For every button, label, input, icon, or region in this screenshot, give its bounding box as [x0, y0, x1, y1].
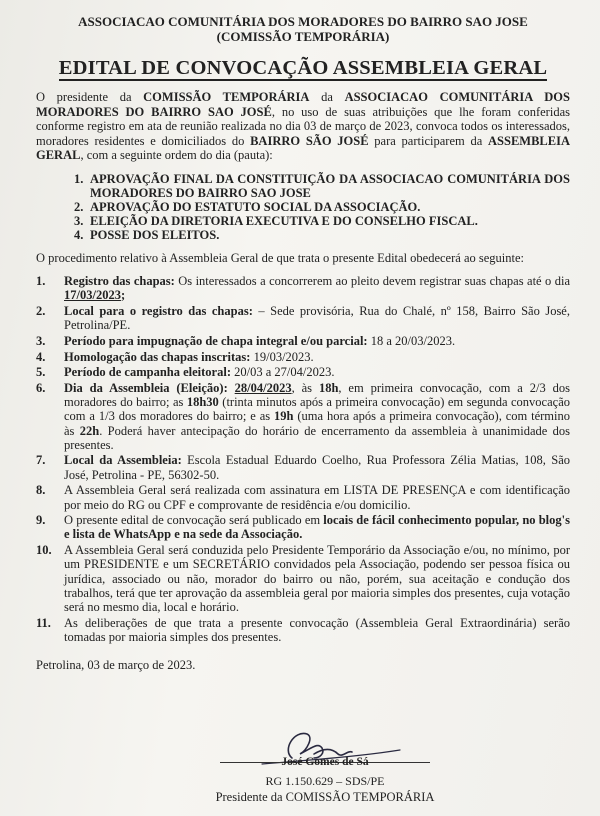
agenda-item: 3. ELEIÇÃO DA DIRETORIA EXECUTIVA E DO CONSELHO FISCAL.	[74, 213, 478, 228]
signatory-role: Presidente da COMISSÃO TEMPORÁRIA	[215, 790, 435, 804]
header-subtitle: (COMISSÃO TEMPORÁRIA)	[216, 29, 390, 44]
agenda-item: 2. APROVAÇÃO DO ESTATUTO SOCIAL DA ASSOCIAÇÃO.	[74, 199, 421, 214]
procedure-item-11: 11. As deliberações de que trata a presente convocação (Assembleia Geral Extraordinária) serão tomadas por maioria simples dos presentes.	[36, 615, 570, 644]
procedure-item-7: 7. Local da Assembleia: Escola Estadual Eduardo Coelho, Rua Professora Zélia Matias, 108, São José, Petrolina - PE, 56302-50.	[36, 453, 570, 482]
procedure-item-8: 8. A Assembleia Geral será realizada com assinatura em LISTA DE PRESENÇA e com identificação por meio do RG ou CPF e comprovante de residência e/ou domicilio.	[36, 483, 570, 512]
procedure-item-2: 2. Local para o registro das chapas: – Sede provisória, Rua do Chalé, nº 158, Bairro São José, Petrolina/PE.	[36, 303, 570, 333]
document-title: EDITAL DE CONVOCAÇÃO ASSEMBLEIA GERAL	[58, 57, 548, 79]
signatory-id: RG 1.150.629 – SDS/PE	[265, 774, 385, 788]
procedure-item-3: 3. Período para impugnação de chapa integral e/ou parcial: 18 a 20/03/2023.	[36, 333, 456, 348]
place-date: Petrolina, 03 de março de 2023.	[36, 658, 196, 673]
procedure-item-6: 6. Dia da Assembleia (Eleição): 28/04/2023, às 18h, em primeira convocação, com a 2/3 dos moradores do bairro; as 18h30 (trinta minutos após a primeira convocação) em segunda convocação com a 1/3 dos moradores do bairro; e as 19h (uma hora após a primeira convocação), com término às 22h. Poderá haver antecipação do horário de encerramento da assembleia à unanimidade dos presentes.	[36, 380, 571, 452]
procedure-item-5: 5. Período de campanha eleitoral: 20/03 a 27/04/2023.	[36, 365, 335, 380]
procedure-item-9: 9. O presente edital de convocação será publicado em locais de fácil conhecimento popular, no blog's e lista de WhatsApp e na sede da Associação.	[36, 513, 570, 542]
procedure-item-10: 10. A Assembleia Geral será conduzida pelo Presidente Temporário da Associação e/ou, no mínimo, por um PRESIDENTE e um SECRETÁRIO convidados pela Associação, podendo ser pessoa física ou jurídica, associado ou não, morador do bairro ou não, porém, sua aceitação e condução dos trabalhos, terá que ter aprovação da assembleia geral por maioria simples dos presentes, cuja votação será no mesmo dia, local e horário.	[36, 543, 570, 614]
procedure-intro: O procedimento relativo à Assembleia Geral de que trata o presente Edital obedecerá ao seguinte:	[36, 250, 524, 265]
intro-paragraph: O presidente da COMISSÃO TEMPORÁRIA da ASSOCIACAO COMUNITÁRIA DOS MORADORES DO BAIRRO SAO JOSÉ, no uso de suas atribuições que lhe foram conferidas conforme registro em ata de reunião realizada no dia 03 de março de 2023, convoca todos os interessados, moradores residentes e domiciliados do BAIRRO SÃO JOSÉ para participarem da ASSEMBLEIA GERAL, com a seguinte ordem do dia (pauta):	[36, 90, 570, 162]
procedure-item-4: 4. Homologação das chapas inscritas: 19/03/2023.	[36, 349, 314, 364]
document-header	[36, 14, 570, 44]
signatory-name: José Gomes de Sá	[281, 756, 369, 768]
procedure-item-1: 1. Registro das chapas: Os interessados a concorrerem ao pleito devem registrar suas chapas até o dia 17/03/2023;	[36, 274, 570, 303]
header-org-name: ASSOCIACAO COMUNITÁRIA DOS MORADORES DO BAIRRO SAO JOSE	[78, 14, 528, 29]
agenda-item: 1. APROVAÇÃO FINAL DA CONSTITUIÇÃO DA ASSOCIACAO COMUNITÁRIA DOS MORADORES DO BAIRRO SAO JOSE	[74, 171, 570, 200]
agenda-item: 4. POSSE DOS ELEITOS.	[74, 227, 220, 242]
agenda-list	[74, 172, 570, 242]
procedure-list	[36, 274, 570, 644]
